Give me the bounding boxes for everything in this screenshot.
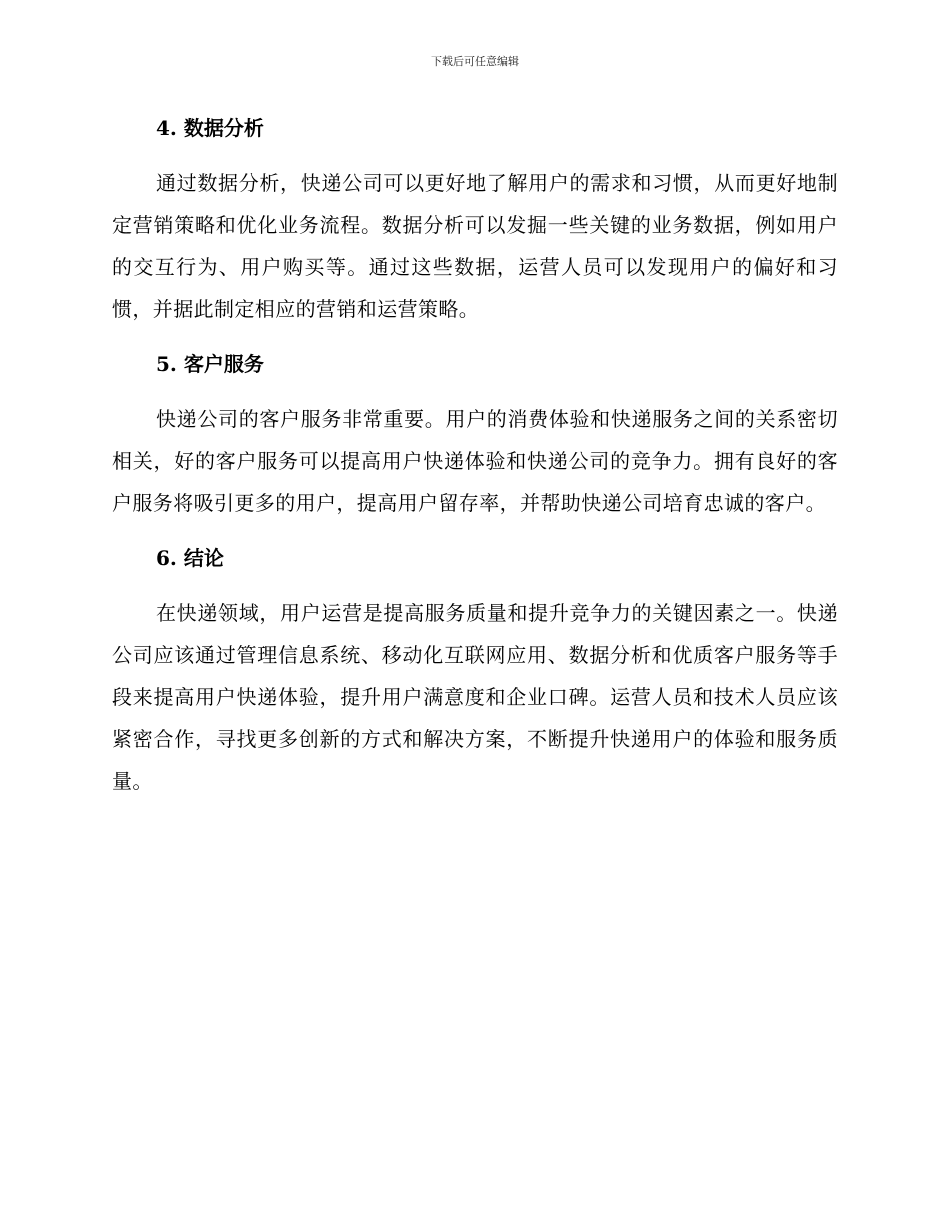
section-body-data-analysis: 通过数据分析，快递公司可以更好地了解用户的需求和习惯，从而更好地制定营销策略和优化业务流程。数据分析可以发掘一些关键的业务数据，例如用户的交互行为、用户购买等。通过这些数据，运营人员可以发现用户的偏好和习惯，并据此制定相应的营销和运营策略。 <box>112 171 838 321</box>
section-body-conclusion: 在快递领域，用户运营是提高服务质量和提升竞争力的关键因素之一。快递公司应该通过管理信息系统、移动化互联网应用、数据分析和优质客户服务等手段来提高用户快递体验，提升用户满意度和企业口碑。运营人员和技术人员应该紧密合作，寻找更多创新的方式和解决方案，不断提升快递用户的体验和服务质量。 <box>112 601 838 793</box>
section-heading-conclusion: 6. 结论 <box>156 546 224 570</box>
page-header-note: 下载后可任意编辑 <box>431 55 519 68</box>
document-content <box>112 108 838 802</box>
section-body-customer-service: 快递公司的客户服务非常重要。用户的消费体验和快递服务之间的关系密切相关，好的客户服务可以提高用户快递体验和快递公司的竞争力。拥有良好的客户服务将吸引更多的用户，提高用户留存率，并帮助快递公司培育忠诚的客户。 <box>112 407 838 515</box>
section-heading-data-analysis: 4. 数据分析 <box>156 116 264 140</box>
section-heading-customer-service: 5. 客户服务 <box>156 352 264 376</box>
